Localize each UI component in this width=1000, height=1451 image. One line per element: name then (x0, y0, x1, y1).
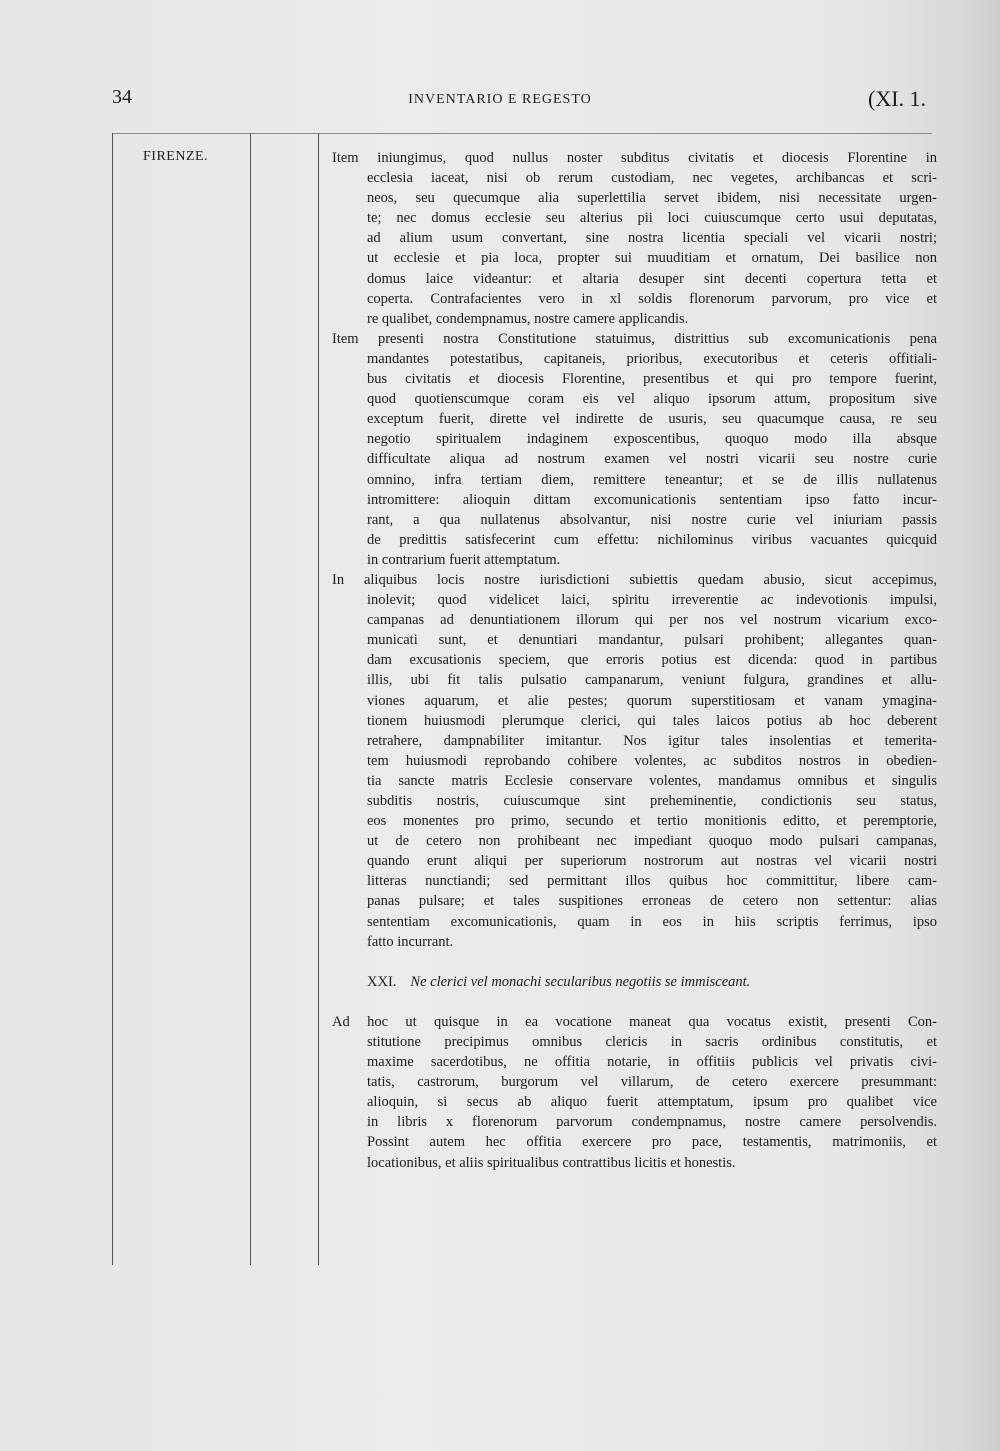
text-line: difficultate aliqua ad nostrum examen vel nostri vicarii seu nostre curie (367, 451, 937, 468)
text-line: re qualibet, condempnamus, nostre camere applicandis. (367, 310, 689, 327)
text-line: ut ecclesie et pia loca, propter sui muuditiam et ornatum, Dei basilice non (367, 250, 937, 267)
margin-place-name: FIRENZE. (143, 149, 209, 164)
paragraphs-container (332, 148, 937, 952)
paragraph (332, 570, 937, 952)
text-line: retrahere, dampnabiliter imitantur. Nos igitur tales insolentias et temerita- (367, 732, 937, 749)
text-line: subditis nostris, cuiuscumque sint preheminentie, condictionis seu status, (367, 793, 937, 809)
margin-column-rule-right (318, 133, 319, 1265)
text-line: tem huiusmodi reprobando cohibere volentes, ac subditos nostros in obedien- (367, 752, 937, 769)
paragraph (332, 148, 937, 329)
rubric-spacer (332, 952, 937, 972)
text-line: Item iniungimus, quod nullus noster subditus civitatis et diocesis Florentine in (332, 150, 937, 166)
text-line: neos, seu quecumque alia superlettilia servet ibidem, nisi necessitate urgen- (367, 190, 937, 207)
text-line: domus laice videantur: et altaria desuper sint decenti copertura tetta et (367, 270, 937, 287)
text-line: rant, a qua nullatenus absolvantur, nisi nostre curie vel iniuriam passis (367, 511, 937, 528)
header-rule (112, 133, 932, 134)
text-line: alioquin, si secus ab aliquo fuerit attemptatum, ipsum pro qualibet vice (367, 1094, 937, 1111)
main-text (332, 148, 937, 1173)
text-line: te; nec domus ecclesie seu alterius pii loci cuiuscumque certo usui deputatas, (367, 210, 937, 227)
text-line: Ad hoc ut quisque in ea vocatione maneat qua vocatus existit, presenti Con- (332, 1013, 937, 1030)
text-line: campanas ad denuntiationem illorum qui per nos vel nostrum vicarium exco- (367, 612, 937, 629)
rubric-number: XXI. (367, 973, 397, 990)
text-line: viones aquarum, et alie pestes; quorum superstitiosam et vanam ymagina- (367, 692, 937, 709)
rubric-title: Ne clerici vel monachi secularibus negotiis se immisceant. (410, 973, 751, 990)
margin-column-rule-left (112, 133, 113, 1265)
text-line: in libris x florenorum parvorum condempnamus, nostre camere persolvendis. (367, 1114, 937, 1131)
text-line: inolevit; quod videlicet laici, spiritu irreverentie ac indevotionis impulsi, (367, 592, 937, 609)
text-line: dam excusationis speciem, que erroris potius est dicenda: quod in partibus (367, 652, 937, 669)
text-line: municati sunt, et denuntiari mandantur, pulsari prohibent; allegantes quan- (367, 632, 937, 649)
text-line: ut de cetero non prohibeant nec impediant quoquo modo pulsari campanas, (367, 833, 937, 850)
margin-column-rule-middle (250, 133, 251, 1265)
text-line: mandantes potestatibus, capitaneis, prioribus, executoribus et ceteris offitiali- (367, 350, 937, 367)
text-line: litteras nunctiandi; sed permittant illos quibus hoc committitur, libere cam- (367, 873, 937, 890)
running-title: INVENTARIO E REGESTO (408, 92, 592, 107)
text-line: sententiam excomunicationis, quam in eos in hiis scriptis ferrimus, ipso (367, 913, 937, 930)
chapter-rubric (332, 972, 937, 992)
text-line: exceptum fuerit, dirette vel indirette de usuris, seu quacumque causa, re seu (367, 411, 937, 428)
text-line: coperta. Contrafacientes vero in xl soldis florenorum parvorum, pro vice et (367, 290, 937, 307)
text-line: negotio spiritualem indaginem exposcentibus, quoquo modo illa absque (367, 431, 937, 448)
page-number: 34 (112, 86, 132, 108)
paragraph (332, 329, 937, 570)
text-line: ad alium usum convertant, sine nostra licentia speciali vel vicarii nostri; (367, 230, 937, 247)
text-line: tionem huiusmodi plerumque clerici, qui tales laicos potius ab hoc deberent (367, 712, 937, 729)
text-line: intromittere: alioquin dittam excomunicationis sententiam ipso fatto incur- (367, 491, 937, 508)
text-line: quod quotienscumque coram eis vel aliquo ipsorum attum, propositum sive (367, 391, 937, 408)
text-line: Item presenti nostra Constitutione statuimus, distrittius sub excomunicationis pena (332, 330, 937, 347)
text-line: locationibus, et aliis spiritualibus contrattibus licitis et honestis. (367, 1154, 736, 1171)
rubric-spacer-after (332, 992, 937, 1012)
text-line: illis, ubi fit talis pulsatio campanarum, veniunt fulgura, grandines et allu- (367, 672, 937, 689)
section-reference: (XI. 1. (868, 86, 927, 111)
text-line: fatto incurrant. (367, 933, 454, 950)
text-line: ecclesia iaceat, nisi ob rerum custodiam, nec vegetes, archibancas et scri- (367, 170, 937, 187)
text-line: tatis, castrorum, burgorum vel villarum, de cetero exercere presummant: (367, 1074, 937, 1091)
text-line: panas pulsare; et tales suspitiones erroneas de cetero non settentur: alias (367, 893, 937, 910)
text-line: bus civitatis et diocesis Florentine, presentibus et qui pro tempore fuerint, (367, 371, 937, 388)
text-line: maxime sacerdotibus, ne offitia notarie, in offitiis publicis vel privatis civi- (367, 1054, 937, 1071)
final-paragraph (332, 1012, 937, 1173)
text-line: de predittis satisfecerint cum effettu: nichilominus viribus vacuantes quicquid (367, 531, 937, 548)
text-line: quando erunt aliqui per superiorum nostrorum aut nostras vel vicarii nostri (367, 853, 937, 870)
text-line: in contrarium fuerit attemptatum. (367, 551, 561, 568)
text-line: tia sancte matris Ecclesie conservare volentes, mandamus omnibus et singulis (367, 772, 937, 789)
text-line: stitutione precipimus omnibus clericis in sacris ordinibus constitutis, et (367, 1033, 937, 1050)
text-line: omnino, infra tertiam diem, remittere teneantur; et se de illis nullatenus (367, 471, 937, 488)
text-line: Possint autem hec offitia exercere pro pace, testamentis, matrimoniis, et (367, 1134, 937, 1151)
text-line: eos monentes pro primo, secundo et tertio monitionis editto, et peremptorie, (367, 813, 937, 830)
text-line: In aliquibus locis nostre iurisdictioni subiettis quedam abusio, sicut accepimus, (332, 571, 937, 588)
